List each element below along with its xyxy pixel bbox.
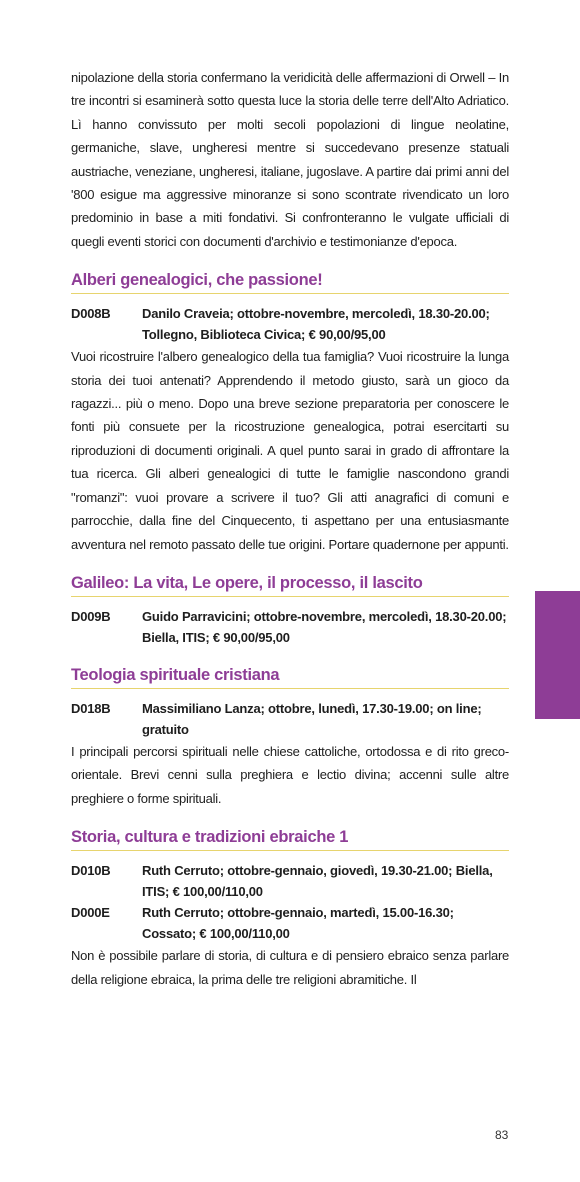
section-title: Galileo: La vita, Le opere, il processo, il lascito (71, 572, 509, 597)
course-info: Ruth Cerruto; ottobre-gennaio, martedì, 15.00-16.30; Cossato; € 100,00/110,00 (142, 905, 454, 942)
section-description: Vuoi ricostruire l'albero genealogico della tua famiglia? Vuoi ricostruire la lunga storia dei tuoi antenati? Apprendendo il metodo giusto, sarà un gioco da ragazzi... più o meno. Dopo una breve sezione preparatoria per conoscere le fonti più consuete per la ricostruzione genealogica, potrai esercitarti su riproduzioni di documenti originali. A quel punto sarai in grado di affrontare la tua ricerca. Gli alberi genealogici di tutte le famiglie nascondono grandi "romanzi": vuoi provare a scrivere il tuo? Gli atti anagrafici di comuni e parrocchie, dalla fine del Cinquecento, ti aspettano per una entusiasmante avventura nel remoto passato delle tue origini. Portare quadernone per appunti. (71, 349, 509, 552)
course-entry (71, 902, 509, 944)
course-info: Ruth Cerruto; ottobre-gennaio, giovedì, 19.30-21.00; Biella, ITIS; € 100,00/110,00 (142, 863, 493, 900)
course-code: D000E (71, 905, 110, 921)
page-content (71, 66, 509, 991)
course-entry (71, 860, 509, 902)
course-entry (71, 606, 509, 648)
intro-paragraph: nipolazione della storia confermano la veridicità delle affermazioni di Orwell – In tre incontri si esaminerà sotto questa luce la storia delle terre dell'Alto Adriatico. Lì hanno convissuto per molti secoli popolazioni di lingue neolatine, germaniche, slave, ungheresi mentre si succedevano presenze statuali austriache, veneziane, ungheresi, italiane, jugoslave. A partire dai primi anni del '800 esigue ma aggressive minoranze si sono scontrate rivendicato un loro predominio in base a miti fondativi. Si confronteranno le vulgate ufficiali di quegli eventi storici con documenti d'archivio e testimonianze d'epoca. (71, 70, 509, 249)
course-info: Guido Parravicini; ottobre-novembre, mercoledì, 18.30-20.00; Biella, ITIS; € 90,00/95,00 (142, 608, 507, 645)
section-galileo (71, 572, 509, 648)
page-number: 83 (495, 1128, 509, 1142)
section-description: I principali percorsi spirituali nelle chiese cattoliche, ortodossa e di rito greco-orientale. Brevi cenni sulla preghiera e lectio divina; accenni sulle altre preghiere o forme spirituali. (71, 743, 509, 806)
section-storia-ebraica (71, 826, 509, 991)
section-teologia (71, 664, 509, 810)
section-description: Non è possibile parlare di storia, di cultura e di pensiero ebraico senza parlare della religione ebraica, la prima delle tre religioni abramitiche. Il (71, 948, 509, 987)
course-code: D010B (71, 863, 111, 879)
section-alberi-genealogici (71, 269, 509, 556)
course-info: Danilo Craveia; ottobre-novembre, mercoledì, 18.30-20.00; Tollegno, Biblioteca Civica; € 90,00/95,00 (142, 306, 490, 343)
course-entry (71, 698, 509, 740)
section-title: Alberi genealogici, che passione! (71, 269, 509, 294)
course-code: D008B (71, 306, 111, 322)
course-code: D018B (71, 700, 111, 716)
course-info: Massimiliano Lanza; ottobre, lunedì, 17.30-19.00; on line; gratuito (142, 700, 482, 737)
course-entry (71, 303, 509, 345)
chapter-tab-marker (535, 591, 580, 719)
course-code: D009B (71, 608, 111, 624)
section-title: Storia, cultura e tradizioni ebraiche 1 (71, 826, 509, 851)
section-title: Teologia spirituale cristiana (71, 664, 509, 689)
